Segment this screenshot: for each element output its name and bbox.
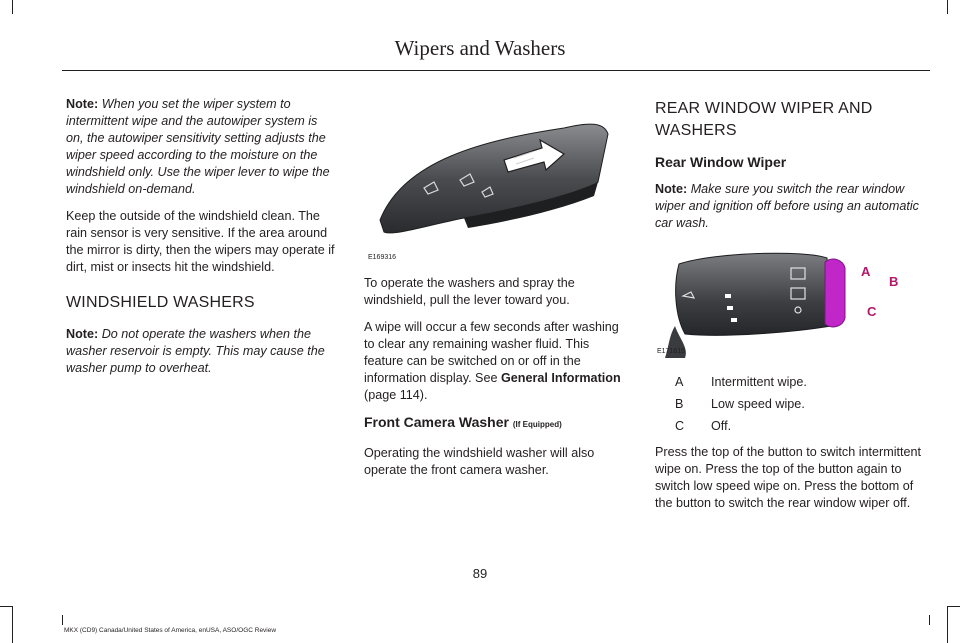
note-label: Note: [655, 182, 688, 196]
section-heading-windshield-washers: WINDSHIELD WASHERS [66, 294, 255, 311]
rear-wiper-switch-illustration [655, 246, 931, 358]
section-heading-rear-wiper [655, 98, 931, 142]
callout-c: C [867, 304, 877, 319]
header-rule [62, 70, 930, 71]
subheading-text: Front Camera Washer [364, 414, 509, 430]
note-autowiper [66, 96, 338, 198]
callout-b: B [889, 274, 899, 289]
page-header-title: Wipers and Washers [394, 36, 566, 60]
figure-rear-wiper-switch [655, 246, 931, 358]
crop-mark-inner-left [62, 615, 63, 625]
note-washer-reservoir [66, 326, 338, 377]
crop-mark-bottom-right [947, 606, 948, 643]
right-column-top [655, 98, 931, 242]
heading-line-2: WASHERS [655, 122, 737, 139]
crop-mark-bottom-left [12, 606, 13, 643]
document-info: MKX (CD9) Canada/United States of America, enUSA, ASO/OGC Review [64, 627, 277, 634]
heading-line-1: REAR WINDOW WIPER AND [655, 100, 873, 117]
left-column [66, 96, 338, 387]
note-text: Do not operate the washers when the washer reservoir is empty. This may cause the washer pump to overheat. [66, 327, 325, 375]
note-car-wash [655, 181, 931, 232]
subheading-rear-window-wiper: Rear Window Wiper [655, 154, 787, 170]
page-number: 89 [472, 566, 488, 581]
paragraph-operate-washers: To operate the washers and spray the windshield, pull the lever toward you. [364, 276, 575, 307]
if-equipped-label: (If Equipped) [512, 420, 562, 429]
paragraph-front-camera: Operating the windshield washer will also operate the front camera washer. [364, 446, 595, 477]
note-text: Make sure you switch the rear window wiper and ignition off before using an automatic car wash. [655, 182, 919, 230]
figure-id-label: E171615 [657, 348, 686, 355]
legend-row [655, 396, 931, 413]
figure-windshield-wiper-lever [364, 100, 630, 266]
note-label: Note: [66, 97, 99, 111]
wiper-lever-illustration [364, 100, 630, 266]
legend-row [655, 418, 931, 435]
subheading-front-camera-washer [364, 414, 630, 433]
legend-row [655, 374, 931, 391]
legend-text: Intermittent wipe. [711, 375, 807, 389]
middle-column [364, 275, 630, 489]
page-reference: (page 114). [364, 388, 428, 402]
legend-letter: A [675, 375, 684, 389]
legend-letter: B [675, 397, 684, 411]
crop-mark-top-left [12, 0, 13, 14]
crop-mark-bottom-right-h [948, 606, 960, 607]
note-text: When you set the wiper system to intermittent wipe and the autowiper system is on, the autowiper sensitivity setting adjusts the wiper speed according to the moisture on the windshield only. Use the wiper lever to wipe the windshield on-demand. [66, 97, 330, 196]
paragraph-rain-sensor: Keep the outside of the windshield clean. The rain sensor is very sensitive. If the area around the mirror is dirty, then the wipers may operate if dirt, mist or insects hit the windshield. [66, 209, 335, 274]
legend-letter: C [675, 419, 685, 433]
right-column-bottom [655, 374, 931, 522]
figure-id-label: E169316 [368, 254, 397, 261]
note-label: Note: [66, 327, 99, 341]
paragraph-text: A wipe will occur a few seconds after washing to clear any remaining washer fluid. This feature can be switched on or off in the information display. See [364, 320, 619, 385]
callout-a: A [861, 264, 871, 279]
paragraph-rear-wiper-operation: Press the top of the button to switch intermittent wipe on. Press the top of the button again to switch low speed wipe on. Press the bottom of the button to switch the rear window wiper off. [655, 445, 922, 510]
crop-mark-inner-right [929, 615, 930, 625]
crop-mark-bottom-left-h [0, 606, 12, 607]
legend-text: Off. [711, 419, 732, 433]
crop-mark-top-right [947, 0, 948, 14]
general-information-link[interactable]: General Information [500, 371, 621, 385]
legend-text: Low speed wipe. [711, 397, 805, 411]
paragraph-wipe-after-wash [364, 319, 630, 404]
